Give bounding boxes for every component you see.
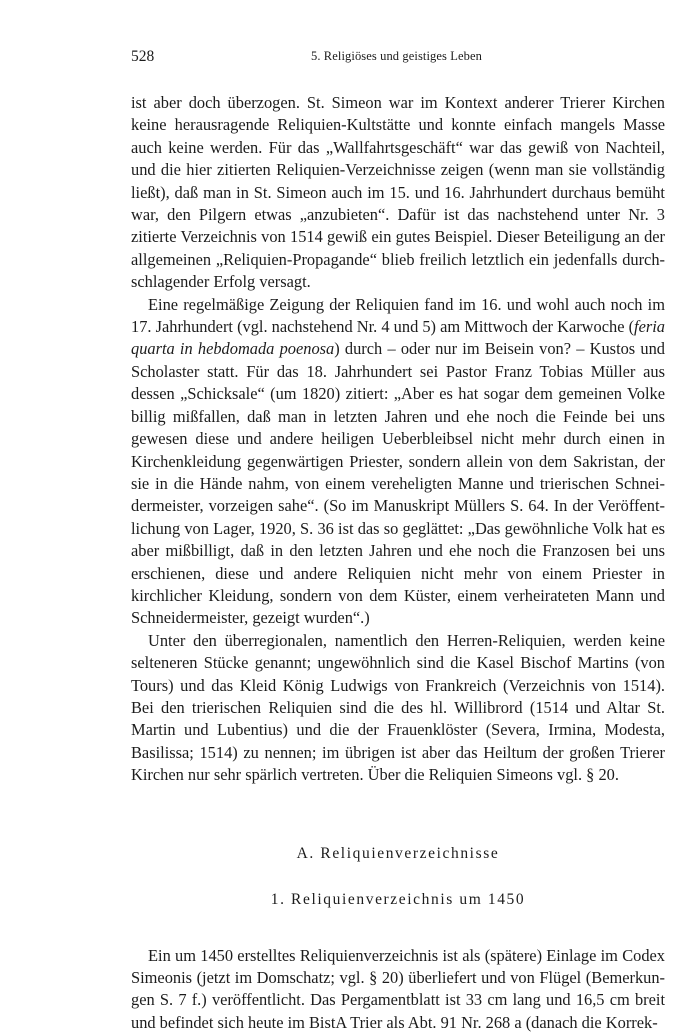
running-title: 5. Religiöses und geistiges Leben [311, 49, 482, 63]
subsection-heading: 1. Reliquienverzeichnis um 1450 [270, 890, 526, 908]
running-head [131, 48, 665, 72]
paragraph-3: Unter den überregionalen, namentlich den Herren-Reliquien, werden keine selteneren Stücke genannt; ungewöhnlich sind die Kasel Bischof Martins (von Tours) und das Kleid König Ludwigs von Frankreich (Verzeichnis von 1514). Bei den trierischen Reliquien sind die des hl. Willibrord (1514 und Altar St. Martin und Lubentius) und die der Frauenklöster (Severa, Irmina, Modesta, Basilissa; 1514) zu nennen; im übrigen ist aber das Heiltum der großen Trierer Kirchen nur sehr spärlich vertreten. Über die Reliquien Simeons vgl. § 20. [131, 630, 665, 785]
paragraph-1: ist aber doch überzogen. St. Simeon war im Kontext anderer Trierer Kirchen keine herausragende Reliquien-Kultstätte und konnte einfach mangels Masse auch keine werden. Für das „Wallfahrtsgeschäft“ war das gewiß von Nachteil, und die hier zitierten Reliquien-Verzeichnisse zeigen (wenn man sie vollständig ließt), daß man in St. Simeon auch im 15. und 16. Jahrhundert durchaus bemüht war, den Pilgern etwas „anzubieten“. Dafür ist das nachstehend unter Nr. 3 zitierte Verzeichnis von 1514 gewiß ein gutes Beispiel. Dieser Beteiligung an der allgemeinen „Reliquien-Propagande“ blieb freilich letztlich ein jedenfalls durchschlagender Erfolg versagt. [131, 93, 665, 292]
body-text-lower [131, 945, 665, 1035]
body-text-upper [131, 92, 665, 787]
page-number: 528 [131, 48, 155, 65]
section-heading: A. Reliquienverzeichnisse [296, 844, 500, 862]
latin-phrase: feria quarta in hebdomada poenosa [131, 317, 665, 359]
paragraph-2 [131, 294, 665, 630]
paragraph-2-part-b: ) durch – oder nur im Beisein von? – Kustos und Scholaster statt. Für das 18. Jahrhundert sei Pastor Franz Tobias Müller aus dessen „Schicksale“ (um 1820) zitiert: „Aber es hat sogar dem gemeinen Volke billig mißfallen, daß man in letzten Jahren und ehe noch die Feinde bei uns gewesen diese und andere heiligen Ueberbleibsel nicht mehr durch einen in Kirchenkleidung gegenwärtigen Priester, sondern allein von dem Sakristan, der sie in die Hände nahm, von einem vereheligten Manne und trierischen Schneidermeister, vorzeigen sahe“. (So im Manuskript Müllers S. 64. In der Veröffentlichung von Lager, 1920, S. 36 ist das so geglättet: „Das gewöhnliche Volk hat es aber mißbilligt, daß in den letzten Jahren und ehe noch die Franzosen bei uns erschienen, diese und andere Reliquien nicht mehr von einem Priester in kirchlicher Kleidung, sondern von dem Küster, einem verheirateten Mann und Schneidermeister, gezeigt wurden“.) [131, 339, 665, 628]
paragraph-4: Ein um 1450 erstelltes Reliquienverzeichnis ist als (spätere) Einlage im Codex Simeonis (jetzt im Domschatz; vgl. § 20) überliefert und von Flügel (Bemerkungen S. 7 f.) veröffentlicht. Das Pergamentblatt ist 33 cm lang und 16,5 cm breit und befindet sich heute im BistA Trier als Abt. 91 Nr. 268 a (danach die Korrek- [131, 945, 665, 1032]
paragraph-2-part-a: Eine regelmäßige Zeigung der Reliquien fand im 16. und wohl auch noch im 17. Jahrhundert (vgl. nachstehend Nr. 4 und 5) am Mittwoch der Karwoche ( [131, 294, 665, 337]
page-content [131, 48, 665, 1034]
